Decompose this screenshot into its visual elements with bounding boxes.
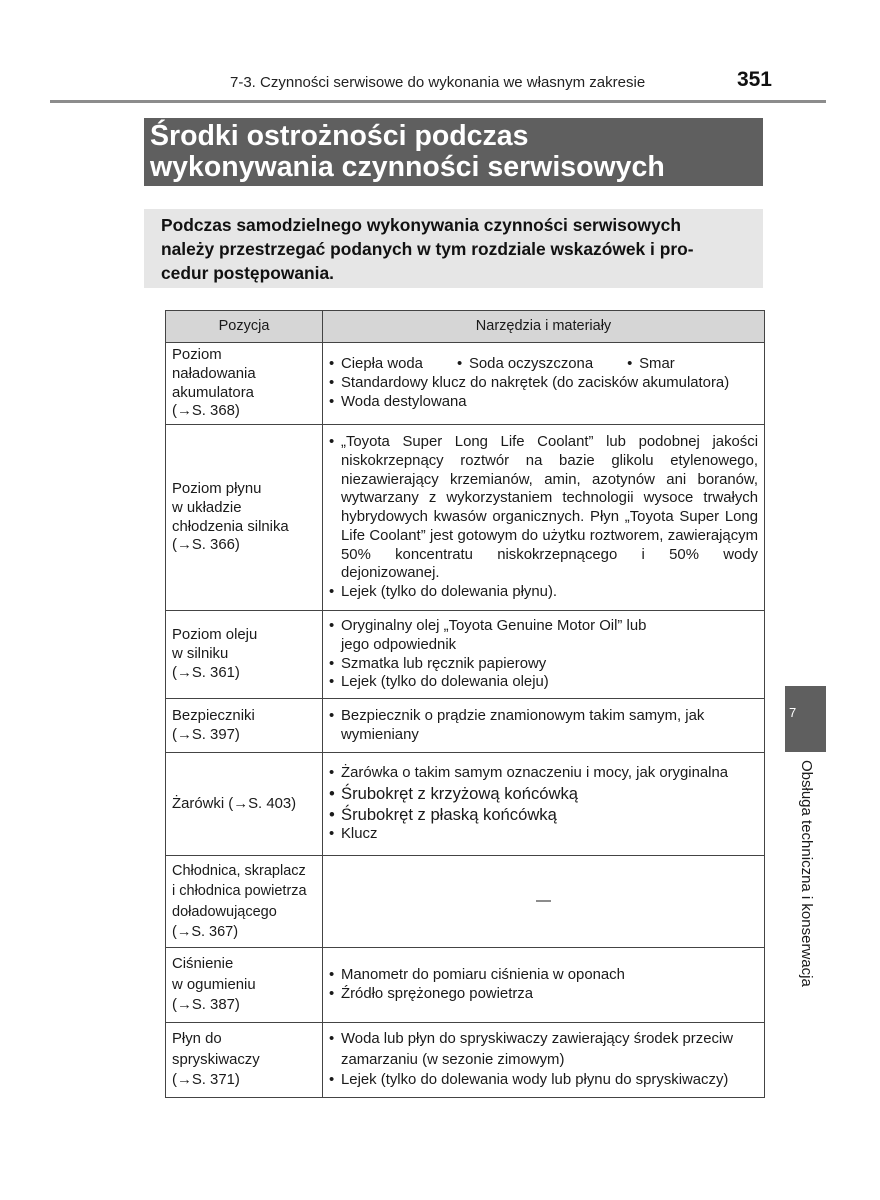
chapter-tab [785, 686, 826, 752]
column-header-position: Pozycja [166, 311, 323, 343]
tool-item: • Śrubokręt z płaską końcówką [329, 804, 758, 825]
tool-item: • Ciepła woda [329, 355, 423, 374]
title-line-2: wykonywania czynności serwisowych [150, 151, 665, 183]
table-row [166, 753, 765, 856]
chapter-number: 7 [789, 705, 797, 720]
table-header-row [166, 311, 765, 343]
tool-item: • Standardowy klucz do nakrętek (do zacisków akumulatora) [329, 374, 758, 393]
tools-cell [323, 856, 765, 948]
position-text: w ogumieniu [172, 976, 256, 993]
position-text: w układzie [172, 499, 242, 516]
position-text: Bezpieczniki [172, 707, 255, 724]
tools-cell [323, 948, 765, 1023]
position-text: akumulatora [172, 384, 254, 401]
page-reference: (→S. 367) [172, 924, 239, 941]
intro-line-2: należy przestrzegać podanych w tym rozdziale wskazówek i pro- [161, 239, 694, 259]
tool-item: • Woda destylowana [329, 393, 758, 412]
tool-item: • Klucz [329, 825, 758, 844]
title-line-1: Środki ostrożności podczas [150, 120, 529, 152]
position-text: naładowania [172, 365, 256, 382]
tool-item: • Źródło sprężonego powietrza [329, 985, 758, 1004]
tool-item: • Szmatka lub ręcznik papierowy [329, 655, 758, 674]
page-reference: (→S. 361) [172, 664, 240, 681]
table-row [166, 856, 765, 948]
tool-item: • Smar [627, 355, 675, 374]
page-reference: (→S. 371) [172, 1072, 240, 1089]
position-cell [166, 611, 323, 699]
position-cell [166, 948, 323, 1023]
position-text: chłodzenia silnika [172, 518, 289, 535]
position-text: i chłodnica powietrza [172, 883, 307, 900]
intro-line-1: Podczas samodzielnego wykonywania czynności serwisowych [161, 215, 681, 235]
table-row [166, 1023, 765, 1098]
position-text: Poziom płynu [172, 480, 262, 497]
position-text: w silniku [172, 646, 229, 663]
tool-item: • Śrubokręt z krzyżową końcówką [329, 783, 758, 804]
bullet-row [329, 355, 758, 374]
table-row [166, 611, 765, 699]
tool-item: • Oryginalny olej „Toyota Genuine Motor Oil” lub jego odpowiednik [329, 617, 758, 655]
tools-cell [323, 343, 765, 425]
intro-line-3: cedur postępowania. [161, 263, 334, 283]
page-number: 351 [736, 68, 772, 91]
table-row [166, 343, 765, 425]
page-reference: (→S. 397) [172, 726, 240, 743]
position-cell [166, 425, 323, 611]
chapter-label: Obsługa techniczna i konserwacja [798, 760, 815, 987]
intro-box [144, 209, 763, 288]
header-divider [50, 100, 826, 103]
position-text: Płyn do [172, 1031, 222, 1048]
position-cell [166, 856, 323, 948]
tool-item: • Manometr do pomiaru ciśnienia w oponach [329, 966, 758, 985]
position-text: doładowującego [172, 903, 277, 920]
tools-table [165, 310, 765, 1098]
page-reference: (→S. 368) [172, 403, 240, 420]
position-text: Poziom oleju [172, 627, 258, 644]
tool-item: • Lejek (tylko do dolewania wody lub płynu do spryskiwaczy) [329, 1070, 758, 1091]
section-header: 7-3. Czynności serwisowe do wykonania we własnym zakresie [230, 74, 646, 91]
page-reference: (→S. 387) [172, 997, 240, 1014]
tool-item: • „Toyota Super Long Life Coolant” lub podobnej jakości niskokrzepnący roztwór na bazie glikolu etylenowego, niezawierający krzemianów, amin, azotynów ani boranów, wytwarzany z wykorzystaniem technologii wysoce trwałych hybrydowych kwasów organicznych. Płyn „Toyota Super Long Life Coolant” jest gotowym do użytku roztworem, zawierającym 50% koncentratu niskokrzepnącego i 50% wody dejonizowanej. [329, 433, 758, 583]
tools-cell [323, 1023, 765, 1098]
position-text: Ciśnienie [172, 956, 234, 973]
tool-item: • Bezpiecznik o prądzie znamionowym takim samym, jak wymieniany [329, 707, 758, 745]
tool-item: • Lejek (tylko do dolewania oleju) [329, 673, 758, 692]
table-row [166, 948, 765, 1023]
tools-cell [323, 611, 765, 699]
tools-cell [323, 425, 765, 611]
tool-item: • Soda oczyszczona [457, 355, 593, 374]
tools-cell [323, 699, 765, 753]
tool-item: • Woda lub płyn do spryskiwaczy zawierający środek przeciw zamarzaniu (w sezonie zimowym) [329, 1029, 758, 1070]
position-text: spryskiwaczy [172, 1051, 260, 1068]
page-reference: (→S. 366) [172, 537, 240, 554]
position-text: Żarówki (→S. 403) [172, 795, 297, 812]
position-cell [166, 699, 323, 753]
tools-cell [323, 753, 765, 856]
table-row [166, 699, 765, 753]
page-title [144, 118, 763, 186]
position-cell [166, 343, 323, 425]
column-header-tools: Narzędzia i materiały [323, 311, 765, 343]
position-text: Chłodnica, skraplacz [172, 862, 306, 879]
tool-item: • Lejek (tylko do dolewania płynu). [329, 583, 758, 602]
position-text: Poziom [172, 346, 222, 363]
empty-dash: — [536, 892, 551, 910]
table-row [166, 425, 765, 611]
tool-item: • Żarówka o takim samym oznaczeniu i mocy, jak oryginalna [329, 764, 758, 783]
position-cell [166, 1023, 323, 1098]
position-cell [166, 753, 323, 856]
